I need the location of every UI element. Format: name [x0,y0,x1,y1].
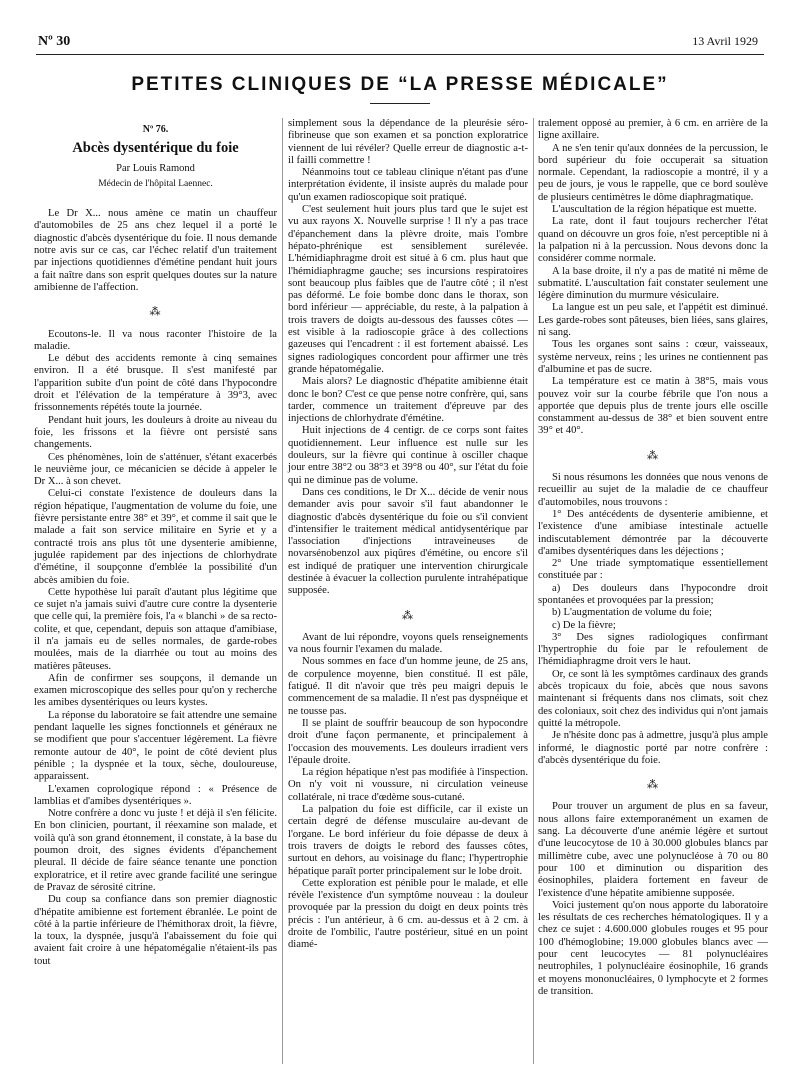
paragraph: A ne s'en tenir qu'aux données de la percussion, le bord supérieur du foie occuperait sa situation normale. Cependant, la radioscopie a montré, il y a peu de jours, je vous le rappelle, que ce bord soulève de plusieurs centimètres le dôme diaphragmatique. [538,142,768,203]
paragraph: Il se plaint de souffrir beaucoup de son hypocondre droit d'une façon permanente, et principalement à l'occasion des mouvements. Les douleurs irradient vers l'épaule droite. [288,717,528,766]
article-author: Par Louis Ramond [116,162,195,174]
paragraph: Si nous résumons les données que nous venons de recueillir au sujet de la maladie de ce chauffeur d'automobiles, nous trouvons : [538,472,768,508]
paragraph: La langue est un peu sale, et l'appétit est diminué. Les garde-robes sont pâteuses, bien liées, sans glaires, ni sang. [538,302,768,339]
paragraph: Afin de confirmer ses soupçons, il demande un examen microscopique des selles pour qu'on y recherche les amibes dysentériques ou leurs kystes. [34,672,277,709]
journal-title: PETITES CLINIQUES DE “LA PRESSE MÉDICALE” [131,74,669,95]
paragraph: Cette hypothèse lui paraît d'autant plus légitime que ce sujet n'a jamais suivi d'autre cure contre la dysenterie que celle qui, la première fois, l'a « blanchi » de sa recto-colite, et que, cependant, depuis son attaque d'amibiase, il n'a jamais eu de selles normales, de garde-robes moulées, mais de la diarrhée ou tout au moins des matières pâteuses. [34,586,277,672]
paragraph: Or, ce sont là les symptômes cardinaux des grands abcès tropicaux du foie, abcès que nous savons maintenant si fréquents dans nos climats, soit chez des coloniaux, soit chez des individus qui n'ont jamais quitté la métropole. [538,668,768,729]
paragraph: Avant de lui répondre, voyons quels renseignements va nous fournir l'examen du malade. [288,631,528,656]
paragraph: 1° Des antécédents de dysenterie amibienne, et l'existence d'une amibiase intestinale actuelle indiscutablement démontrée par la découverte d'amibes dysentériques dans les déjections ; [538,508,768,557]
paragraph: Pour trouver un argument de plus en sa faveur, nous allons faire extemporanément un examen de sang. La découverte d'une anémie légère et surtout d'une leucocytose de 10 à 30.000 globules blancs par millimètre cube, avec une polynucléose à 70 ou 80 pour 100 et diminution ou disparition des éosinophiles, plaidera fortement en faveur de l'existence d'une hépatite amibienne supposée. [538,801,768,899]
paragraph: simplement sous la dépendance de la pleurésie séro-fibrineuse que son examen et sa ponction exploratrice viennent de lui révéler? Quelle erreur de diagnostic a-t-il failli commettre ! [288,118,528,166]
issue-date: 13 Avril 1929 [692,34,758,48]
column-divider-2 [533,118,534,1064]
author-affiliation: Médecin de l'hôpital Laennec. [98,178,213,189]
column-divider-1 [282,118,283,1064]
paragraph: Cette exploration est pénible pour le malade, et elle révèle l'existence d'un symptôme nouveau : la douleur provoquée par la pression du doigt en deux points très précis : l'un antérieur, à 6 cm. au-dessus et à 2 cm. à droite de l'ombilic, l'autre postérieur, situé en un point diamé- [288,877,528,951]
paragraph: 3° Des signes radiologiques confirmant l'hypertrophie du foie par le refoulement de l'hémidiaphragme droit vers le haut. [538,631,768,668]
paragraph: Huit injections de 4 centigr. de ce corps sont faites quotidiennement. Leur influence est nulle sur les douleurs, sur la fièvre qui continue à osciller chaque jour entre 38°2 ou 38°3 et 39°8 ou 40°, sur l'état du foie qui ne diminue pas de volume. [288,425,528,486]
paragraph: Dans ces conditions, le Dr X... décide de venir nous demander avis pour savoir s'il faut abandonner le diagnostic d'abcès dysentérique du foie ou s'il convient d'intensifier le traitement médical antidysentérique par l'association d'injections intraveineuses de novarsénobenzol aux piqûres d'émétine, ou encore s'il est indiqué de pratiquer une intervention chirurgicale destinée à évacuer la collection purulente intrahépatique supposée. [288,486,528,597]
paragraph: Le début des accidents remonte à cinq semaines environ. Il a été brusque. Il s'est manifesté par l'apparition subite d'un point de côté dans l'hypocondre droit et l'élévation de la température à 39°3, avec frissonnements répétés toute la journée. [34,353,277,414]
article-title: Abcès dysentérique du foie [72,140,239,157]
article-number: Nº 76. [142,124,169,135]
paragraph: Pendant huit jours, les douleurs à droite au niveau du foie, les frissons et la fièvre ont persisté sans changements. [34,414,277,451]
paragraph: L'auscultation de la région hépatique est muette. [552,204,757,216]
paragraph: La réponse du laboratoire se fait attendre une semaine pendant laquelle les signes fonctionnels et généraux ne se modifient que pour s'accentuer légèrement. La fièvre remonte autour de 40°, le point de côté devient plus pénible ; la dyspnée et la toux, sèche, douloureuse, apparaissent. [34,709,277,783]
paragraph: Ces phénomènes, loin de s'atténuer, s'étant exacerbés le neuvième jour, ce mécanicien se décide à appeler le Dr X... à son chevet. [34,451,277,488]
list-item: c) De la fièvre; [552,619,616,631]
paragraph: Mais alors? Le diagnostic d'hépatite amibienne était donc le bon? C'est ce que pense notre confrère, qui, sans tarder, commence un traitement d'épreuve par des injections de chlorhydrate d'émétine. [288,376,528,425]
paragraph: Néanmoins tout ce tableau clinique n'étant pas d'une interprétation évidente, il insiste auprès du malade pour qu'un examen radioscopique soit pratiqué. [288,167,528,203]
list-item: b) L'augmentation de volume du foie; [552,607,712,619]
paragraph: Je n'hésite donc pas à admettre, jusqu'à plus ample informé, le diagnostic porté par notre confrère : d'abcès dysentérique du foie. [538,730,768,766]
title-underline [370,103,430,104]
column-2 [288,118,528,952]
paragraph: Le Dr X... nous amène ce matin un chauffeur d'automobiles de 25 ans chez lequel il a porté le diagnostic d'abcès dysentérique du foie. Il nous demande notre avis sur ce cas, car l'échec relatif d'un traitement par injections quotidiennes d'émétine pendant huit jours a fait naître dans son esprit quelques doutes sur la nature amibienne de l'affection. [34,208,277,293]
paragraph: Voici justement qu'on nous apporte du laboratoire les résultats de ces recherches hématologiques. Il y a chez ce sujet : 4.600.000 globules rouges et 95 pour 100 d'hémoglobine; 19.000 globules blancs avec — pour cent leucocytes — 81 polynucléaires neutrophiles, 1 polynucléaire éosinophile, 16 grands et moyens mononucléaires, 0 lymphocyte et 2 formes de transition. [538,899,768,997]
header-rule [36,54,764,55]
paragraph: Ecoutons-le. Il va nous raconter l'histoire de la maladie. [34,328,277,352]
paragraph: Du coup sa confiance dans son premier diagnostic d'hépatite amibienne est fortement ébranlée. Le point de côté à la partie inférieure de l'hémithorax droit, la fièvre, la toux, la dyspnée, jusqu'à l'abaissement du foie qui avaient fait croire à une hépatomégalie n'étaient-ils pas tout [34,894,277,967]
paragraph: tralement opposé au premier, à 6 cm. en arrière de la ligne axillaire. [538,118,768,142]
section-separator: ⁂ [402,609,414,622]
paragraph: C'est seulement huit jours plus tard que le sujet est vu aux rayons X. Nouvelle surprise ! Il n'y a pas trace d'épanchement dans la plèvre droite, mais l'ombre hépato-phrénique est sensiblement surélevée. L'hémidiaphragme droit est situé à 6 cm. plus haut que l'hémidiaphragme gauche; ses incursions respiratoires sont beaucoup plus faibles que de l'autre côté ; il n'est pas déformé. Le foie bombe donc dans le thorax, son bord inférieur — appréciable, du reste, à la palpation à trois travers de doigts au-dessous des fausses côtes — est visible à la radioscopie grâce à des collections gazeuses qui l'encadrent : il est fortement abaissé. Les signes radiologiques concordent pour affirmer une très grande hépatomégalie. [288,204,528,375]
paragraph: La rate, dont il faut toujours rechercher l'état quand on découvre un gros foie, n'est perceptible ni à la palpation ni à la percussion. Nous devons donc la considérer comme normale. [538,216,768,265]
paragraph: La température est ce matin à 38°5, mais vous pouvez voir sur la courbe fébrile que l'on nous a apportée que depuis plus de trente jours elle oscille constamment au-dessus de 38° et bien souvent entre 39° et 40°. [538,376,768,437]
paragraph: A la base droite, il n'y a pas de matité ni même de submatité. L'auscultation fait constater seulement une légère diminution du murmure vésiculaire. [538,265,768,302]
list-item: a) Des douleurs dans l'hypocondre droit spontanées et provoquées par la pression; [538,582,768,606]
paragraph: Notre confrère a donc vu juste ! et déjà il s'en félicite. En bon clinicien, pourtant, il réexamine son malade, et voilà qu'à son grand étonnement, il constate, à la base du poumon droit, des signes évidents d'épanchement pleural. Il décide de faire séance tenante une ponction exploratrice, et il retire avec grande facilité une seringue de Pravaz de sérosité citrine. [34,808,277,893]
paragraph: Nous sommes en face d'un homme jeune, de 25 ans, de corpulence moyenne, bien constitué. Il est pâle, fatigué. Il dit n'avoir que très peu maigri depuis le commencement de sa maladie. Il n'est pas dyspnéique et ne tousse pas. [288,656,528,717]
paragraph: La région hépatique n'est pas modifiée à l'inspection. On n'y voit ni voussure, ni circulation veineuse collatérale, ni trace d'œdème sous-cutané. [288,767,528,803]
section-separator: ⁂ [647,779,659,792]
paragraph: Tous les organes sont sains : cœur, vaisseaux, système nerveux, reins ; les urines ne contiennent pas d'albumine et pas de sucre. [538,339,768,375]
column-1 [34,118,277,968]
paragraph: L'examen coprologique répond : « Présence de lamblias et d'amibes dysentériques ». [34,783,277,807]
paragraph: 2° Une triade symptomatique essentiellement constituée par : [538,558,768,582]
page-number: Nº 30 [38,34,71,49]
column-3 [538,118,768,998]
paragraph: La palpation du foie est difficile, car il existe un certain degré de défense musculaire au-devant de l'organe. Le bord inférieur du foie dépasse de deux à trois travers de doigts le rebord des fausses côtes, surtout en dehors, au voisinage du flanc; l'hypertrophie hépatique paraît porter principalement sur le lobe droit. [288,804,528,877]
section-separator: ⁂ [647,449,659,462]
paragraph: Celui-ci constate l'existence de douleurs dans la région hépatique, l'augmentation de volume du foie, une fièvre persistante entre 38° et 39°, et comme il sait que le malade a fait son service militaire en Syrie et y a contracté trois ans plus tôt une dysenterie amibienne, jugulée rapidement par des injections de chlorhydrate d'émétine, il soupçonne d'emblée la possibilité d'un abcès amibien du foie. [34,488,277,586]
section-separator: ⁂ [149,306,162,319]
